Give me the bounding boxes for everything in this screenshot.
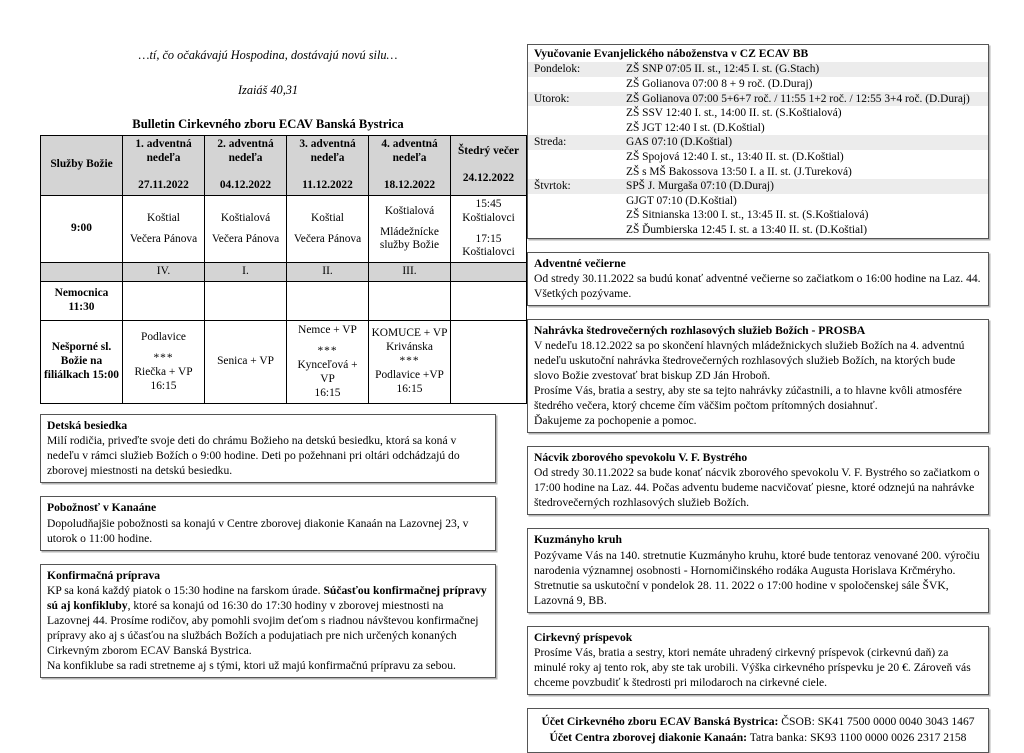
table-row bbox=[528, 194, 988, 209]
services-corner-label: Služby Božie bbox=[41, 135, 123, 195]
table-row bbox=[528, 92, 988, 107]
schedule-entry: ZŠ JGT 12:40 I st. (D.Koštial) bbox=[626, 121, 765, 134]
note-title: Konfirmačná príprava bbox=[47, 568, 161, 582]
note-body: Dopoludňajšie pobožnosti sa konajú v Centre zborovej diakonie Kanaán na Lazovnej 23, v utorok o 11:00 hodine. bbox=[47, 516, 469, 545]
table-cell bbox=[369, 321, 451, 404]
cell-line-3: Riečka + VP bbox=[134, 365, 193, 378]
cell-line-1: Senica + VP bbox=[217, 355, 274, 368]
note-body-part-3: Na konfiklube sa radi stretneme aj s tými, ktori už majú konfirmačnú prípravu za sebou. bbox=[47, 659, 456, 673]
schedule-entry: ZŠ Golianova 07:00 5+6+7 roč. / 11:55 1+2 roč. / 12:55 3+4 roč. (D.Duraj) bbox=[620, 92, 988, 107]
note-title: Adventné večierne bbox=[534, 256, 626, 270]
left-column bbox=[40, 44, 520, 691]
table-cell bbox=[287, 321, 369, 404]
cell-line-1b: Krivánska bbox=[386, 341, 433, 354]
note-title: Nahrávka štedrovečerných rozhlasových služieb Božích - PROSBA bbox=[534, 323, 866, 337]
cell-line-1: KOMUCE + VP bbox=[371, 327, 448, 340]
services-column-header-1 bbox=[123, 135, 205, 195]
schedule-entry: GAS 07:10 (D.Koštial) bbox=[620, 135, 988, 150]
column-date: 24.12.2022 bbox=[462, 171, 515, 184]
row-label-vespers: Nešporné sl. Božie na filiálkach 15:00 bbox=[41, 321, 123, 404]
note-body: Milí rodičia, priveďte svoje deti do chrámu Božieho na detskú besiedku, ktorá sa koná v nedeľu v rámci služieb Božích o 9:00 hodine. Deti po požehnani pri oltári odchádzajú do zborovej miestnosti na detskú besiedku. bbox=[47, 434, 460, 478]
schedule-entry: ZŠ SNP 07:05 II. st., 12:45 I. st. (G.Stach) bbox=[620, 62, 988, 77]
cell-gap bbox=[125, 226, 202, 233]
services-column-header-5 bbox=[451, 135, 527, 195]
note-title: Detská besiedka bbox=[47, 419, 128, 433]
row-label-numbers bbox=[41, 263, 123, 282]
cell-separator: *** bbox=[317, 344, 338, 357]
day-label: Pondelok: bbox=[528, 62, 620, 77]
cell-line-4: 16:15 bbox=[396, 383, 423, 396]
note-body: Od stredy 30.11.2022 sa budú konať adventné večierne so začiatkom o 16:00 hodine na Laz. 44. Všetkých pozývame. bbox=[534, 271, 981, 300]
schedule-entry: ZŠ SSV 12:40 I. st., 14:00 II. st. (S.Koštialová) bbox=[626, 107, 842, 120]
note-body-part-1: KP sa koná každý piatok o 15:30 hodine na farskom úrade. bbox=[47, 583, 324, 597]
column-label: 1. adventná nedeľa bbox=[135, 137, 192, 164]
cell-gap bbox=[125, 345, 202, 352]
day-label bbox=[528, 194, 620, 209]
schedule-entry: GJGT 07:10 (D.Koštial) bbox=[626, 194, 737, 207]
cell-line-1: 15:45 Koštialovci bbox=[462, 197, 515, 224]
column-date: 11.12.2022 bbox=[302, 178, 353, 191]
note-konfirmacna-priprava bbox=[40, 564, 496, 678]
column-date: 27.11.2022 bbox=[138, 178, 189, 191]
table-cell bbox=[205, 282, 287, 321]
schedule-entry: ZŠ s MŠ Bakossova 13:50 I. a II. st. (J.Tureková) bbox=[626, 165, 852, 178]
day-label bbox=[528, 77, 620, 92]
services-row-vespers bbox=[41, 321, 527, 404]
religion-schedule-table bbox=[528, 62, 988, 237]
note-body-emphasis: Súčasťou konfirmačnej prípravy sú aj konfikluby bbox=[47, 583, 487, 612]
table-cell bbox=[287, 282, 369, 321]
cell-line-2: Večera Pánova bbox=[129, 232, 198, 245]
account-value-1: ČSOB: SK41 7500 0000 0040 3043 1467 bbox=[781, 715, 975, 729]
cell-line-2: Mládežnícke služby Božie bbox=[379, 225, 440, 252]
column-label: Štedrý večer bbox=[457, 144, 520, 157]
table-cell bbox=[369, 195, 451, 263]
cell-line-3: Kynceľová + VP bbox=[297, 358, 358, 385]
account-label-1: Účet Cirkevného zboru ECAV Banská Bystrica: bbox=[541, 715, 779, 729]
cell-line-4: 16:15 bbox=[314, 386, 341, 399]
table-cell bbox=[205, 195, 287, 263]
cell-line-1: Koštial bbox=[147, 211, 180, 224]
table-cell: III. bbox=[369, 263, 451, 282]
table-cell bbox=[123, 195, 205, 263]
cell-line-1: Podlavice bbox=[141, 330, 186, 343]
day-label: Streda: bbox=[528, 135, 620, 150]
table-row bbox=[528, 77, 988, 92]
services-row-morning bbox=[41, 195, 527, 263]
note-nahravka-prosba bbox=[527, 319, 989, 433]
schedule-entry: ZŠ Spojová 12:40 I. st., 13:40 II. st. (D.Koštial) bbox=[626, 151, 844, 164]
column-label: 4. adventná nedeľa bbox=[381, 137, 438, 164]
schedule-entry: SPŠ J. Murgaša 07:10 (D.Duraj) bbox=[620, 179, 988, 194]
religion-schedule-box bbox=[527, 44, 989, 239]
table-row bbox=[528, 135, 988, 150]
column-date: 04.12.2022 bbox=[219, 178, 272, 191]
day-label: Štvrtok: bbox=[528, 179, 620, 194]
cell-line-1: Koštial bbox=[311, 211, 344, 224]
cell-line-2: Večera Pánova bbox=[211, 232, 280, 245]
note-body: V nedeľu 18.12.2022 sa po skončení hlavných mládežnickych služieb Božích na 4. adventnú nedeľu uskutoční nahrávka štedrovečerných rozhlasových služieb Božích, na ktorých bude slovo Božie zvestovať brat biskup ZD Ján Hroboň. bbox=[534, 338, 965, 382]
services-column-header-3 bbox=[287, 135, 369, 195]
table-row bbox=[528, 165, 988, 180]
table-cell bbox=[451, 321, 527, 404]
note-poboznost-kanaane bbox=[40, 496, 496, 550]
note-body-3: Ďakujeme za pochopenie a pomoc. bbox=[534, 414, 697, 428]
cell-gap bbox=[453, 226, 524, 233]
cell-gap bbox=[289, 338, 366, 345]
note-body bbox=[47, 583, 489, 658]
note-title: Nácvik zborového spevokolu V. F. Bystrého bbox=[534, 451, 748, 465]
services-header-row bbox=[41, 135, 527, 195]
table-cell bbox=[123, 321, 205, 404]
cell-separator: *** bbox=[399, 355, 420, 368]
cell-gap bbox=[207, 226, 284, 233]
day-label bbox=[528, 223, 620, 238]
row-label-hospital: Nemocnica 11:30 bbox=[41, 282, 123, 321]
services-column-header-4 bbox=[369, 135, 451, 195]
table-row bbox=[528, 62, 988, 77]
note-body-2: Prosíme Vás, bratia a sestry, aby ste sa tejto nahrávky zúčastnili, a to hlavne kvôli atmosfére štedrého večera, ktorý chceme čím väčšim počtom prítomných dosiahnuť. bbox=[534, 384, 962, 413]
right-column bbox=[527, 44, 989, 753]
note-body: Prosíme Vás, bratia a sestry, ktori nemáte uhradený cirkevný príspevok (cirkevnú daň) za minulé roky aj tento rok, aby ste tak urobili. Výška cirkevného príspevku je 20 €. Zároveň vás chceme povzbudiť k štedrosti pri milodaroch na cirkevné ciele. bbox=[534, 645, 971, 689]
note-cirkevny-prispevok bbox=[527, 626, 989, 695]
day-label bbox=[528, 121, 620, 136]
table-row bbox=[528, 208, 988, 223]
cell-separator: *** bbox=[153, 351, 174, 364]
services-row-hospital bbox=[41, 282, 527, 321]
cell-line-1: Nemce + VP bbox=[298, 323, 357, 336]
account-line-1 bbox=[534, 714, 982, 730]
note-nacvik-spevokolu bbox=[527, 446, 989, 515]
table-row bbox=[528, 106, 988, 121]
cell-line-2: 17:15 Koštialovci bbox=[462, 232, 515, 259]
cell-line-1: Koštialová bbox=[220, 211, 271, 224]
row-label-morning: 9:00 bbox=[41, 195, 123, 263]
table-row bbox=[528, 121, 988, 136]
note-body: Pozývame Vás na 140. stretnutie Kuzmányho kruhu, ktoré bude tentoraz venované 200. výročiu narodenia významnej osobnosti - Hornomičinského rodáka Augusta Horislava Krčméryho. Stretnutie sa uskutoční v pondelok 28. 11. 2022 o 17:00 hodine v spoločenskej sále ŠVK, Lazovná 9, BB. bbox=[534, 548, 980, 607]
note-body-part-2: , ktoré sa konajú od 16:30 do 17:30 hodiny v zborovej miestnosti na Lazovnej 44. Prosíme rodičov, aby pomohli svojim deťom s riadnou návštevou konfirmačnej prípravy ako aj s účasťou na službách Božích a podujatiach pre nich určených konaných Cirkevným zborom ECAV Banská Bystrica. bbox=[47, 598, 479, 657]
column-label: 3. adventná nedeľa bbox=[299, 137, 356, 164]
day-label bbox=[528, 150, 620, 165]
note-title: Kuzmányho kruh bbox=[534, 533, 622, 547]
cell-line-3: Podlavice +VP bbox=[375, 369, 444, 382]
day-label bbox=[528, 208, 620, 223]
schedule-entry: ZŠ Ďumbierska 12:45 I. st. a 13:40 II. st. (D.Koštial) bbox=[626, 224, 868, 237]
services-row-numbers bbox=[41, 263, 527, 282]
table-cell bbox=[369, 282, 451, 321]
religion-schedule-title: Vyučovanie Evanjelického náboženstva v CZ ECAV BB bbox=[534, 47, 809, 60]
account-value-2: Tatra banka: SK93 1100 0000 0026 2317 2158 bbox=[749, 731, 967, 745]
table-cell bbox=[287, 195, 369, 263]
day-label bbox=[528, 106, 620, 121]
note-body: Od stredy 30.11.2022 sa bude konať nácvik zborového spevokolu V. F. Bystrého so začiatkom o 17:00 hodine na Laz. 44. Počas adventu budeme nacvičovať piesne, ktoré odznejú na nahrávke štedrovečerných rozhlasových služieb Božích. bbox=[534, 466, 980, 510]
table-row bbox=[528, 223, 988, 238]
spacer bbox=[40, 404, 496, 414]
note-title: Cirkevný príspevok bbox=[534, 630, 633, 644]
cell-line-1: Koštialová bbox=[384, 204, 435, 217]
note-detska-besiedka bbox=[40, 414, 496, 483]
cell-gap bbox=[371, 219, 448, 226]
schedule-entry: ZŠ Sitnianska 13:00 I. st., 13:45 II. st. (S.Koštialová) bbox=[626, 209, 869, 222]
bank-accounts-box bbox=[527, 708, 989, 753]
table-cell: I. bbox=[205, 263, 287, 282]
table-cell bbox=[451, 282, 527, 321]
services-schedule-table bbox=[40, 135, 527, 404]
table-cell: IV. bbox=[123, 263, 205, 282]
account-label-2: Účet Centra zborovej diakonie Kanaán: bbox=[549, 731, 748, 745]
note-adventne-vecierne bbox=[527, 252, 989, 306]
cell-line-2: Večera Pánova bbox=[293, 232, 362, 245]
schedule-entry: ZŠ Golianova 07:00 8 + 9 roč. (D.Duraj) bbox=[626, 78, 813, 91]
cell-line-4: 16:15 bbox=[150, 379, 177, 392]
scripture-reference: Izaiáš 40,31 bbox=[237, 82, 299, 97]
column-date: 18.12.2022 bbox=[383, 178, 436, 191]
table-row bbox=[528, 179, 988, 194]
table-row bbox=[528, 150, 988, 165]
day-label: Utorok: bbox=[528, 92, 620, 107]
day-label bbox=[528, 165, 620, 180]
table-cell bbox=[205, 321, 287, 404]
table-cell: II. bbox=[287, 263, 369, 282]
table-cell bbox=[451, 263, 527, 282]
bulletin-title: Bulletin Cirkevného zboru ECAV Banská Bystrica bbox=[132, 116, 404, 131]
cell-gap bbox=[289, 226, 366, 233]
account-line-2 bbox=[534, 730, 982, 746]
services-column-header-2 bbox=[205, 135, 287, 195]
table-cell bbox=[123, 282, 205, 321]
note-kuzmanyho-kruh bbox=[527, 528, 989, 612]
column-label: 2. adventná nedeľa bbox=[217, 137, 274, 164]
note-title: Pobožnosť v Kanaáne bbox=[47, 501, 157, 515]
table-cell bbox=[451, 195, 527, 263]
scripture-verse: …tí, čo očakávajú Hospodina, dostávajú novú silu… bbox=[138, 48, 398, 62]
